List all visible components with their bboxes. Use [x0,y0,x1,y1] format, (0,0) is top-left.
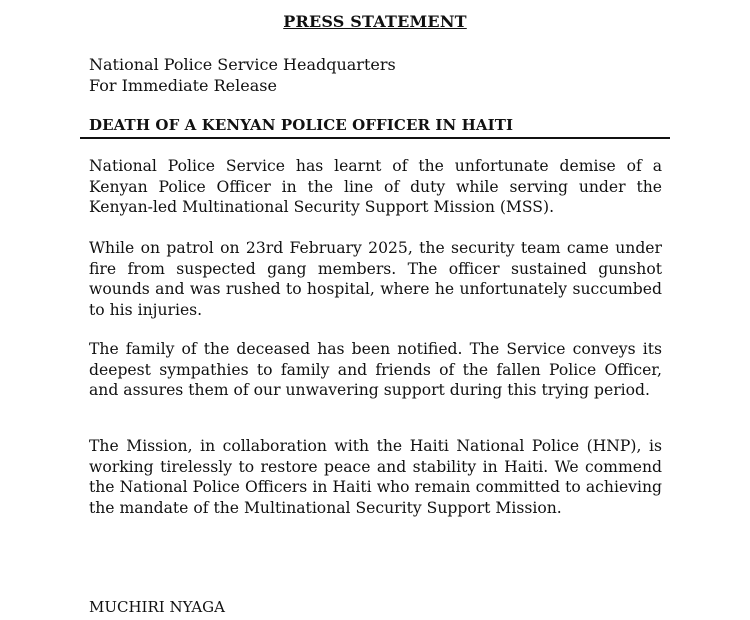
issuer-line: National Police Service Headquarters [89,55,396,74]
document-meta [89,54,396,96]
paragraph-4: The Mission, in collaboration with the Haiti National Police (HNP), is working tirelessly to restore peace and stability in Haiti. We commend the National Police Officers in Haiti who remain committed to achieving the mandate of the Multinational Security Support Mission. [89,437,662,517]
paragraph-3: The family of the deceased has been notified. The Service conveys its deepest sympathies to family and friends of the fallen Police Officer, and assures them of our unwavering support during this trying period. [89,340,662,399]
paragraph-1: National Police Service has learnt of the unfortunate demise of a Kenyan Police Officer in the line of duty while serving under the Kenyan-led Multinational Security Support Mission (MSS). [89,157,662,216]
document-title: PRESS STATEMENT [283,12,467,31]
headline-divider [80,137,670,139]
paragraph-2: While on patrol on 23rd February 2025, the security team came under fire from suspected gang members. The officer sustained gunshot wounds and was rushed to hospital, where he unfortunately succumbed to his injuries. [89,239,662,319]
headline: DEATH OF A KENYAN POLICE OFFICER IN HAITI [89,116,514,134]
signatory-name: MUCHIRI NYAGA [89,598,225,616]
release-line: For Immediate Release [89,76,277,95]
